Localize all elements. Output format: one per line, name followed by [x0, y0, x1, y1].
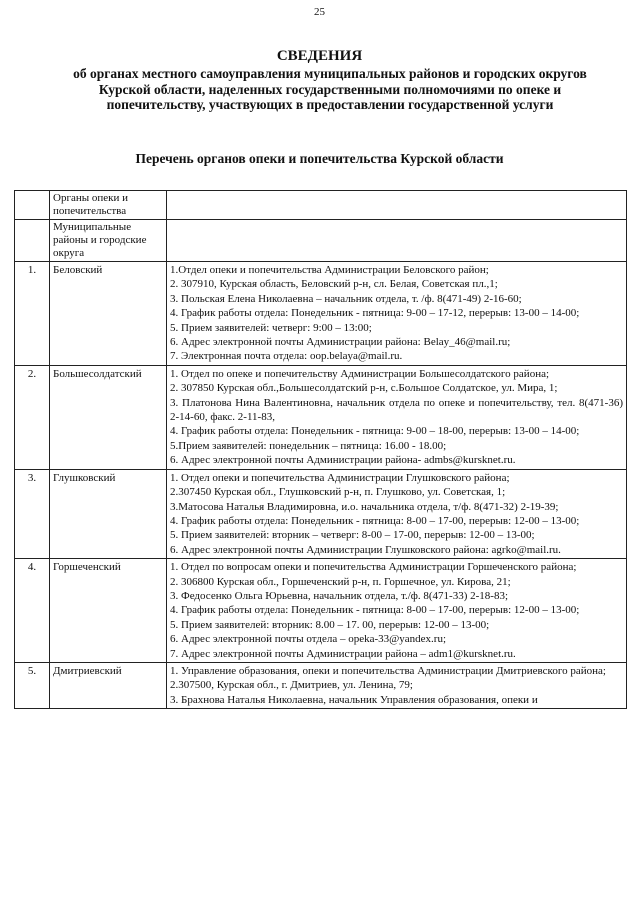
detail-line: 2. 307850 Курская обл.,Большесолдатский р-н, с.Большое Солдатское, ул. Мира, 1;: [170, 382, 558, 395]
detail-line: 1. Отдел опеки и попечительства Администрации Глушковского района;: [170, 471, 510, 484]
header-cell-empty: [15, 220, 50, 262]
document-title: СВЕДЕНИЯ: [276, 48, 363, 64]
list-title: Перечень органов опеки и попечительства Курской области: [135, 151, 504, 166]
row-number: 2.: [15, 365, 50, 469]
header-organs: Органы опеки и попечительства: [50, 191, 167, 220]
district-name: Глушковский: [50, 469, 167, 558]
row-number: 5.: [15, 662, 50, 708]
header-row-1: [15, 191, 627, 220]
detail-line: 5. Прием заявителей: вторник – четверг: 8-00 – 17-00, перерыв: 12-00 – 13-00;: [170, 529, 535, 542]
detail-line: 7. Электронная почта отдела: oop.belaya@mail.ru.: [170, 350, 403, 363]
header-cell-empty: [167, 220, 627, 262]
detail-line: 7. Адрес электронной почты Администрации района – adm1@kursknet.ru.: [170, 647, 516, 660]
detail-line: 1. Управление образования, опеки и попечительства Администрации Дмитриевского района;: [170, 664, 606, 677]
detail-line: 6. Адрес электронной почты Администрации района- admbs@kursknet.ru.: [170, 454, 516, 467]
guardianship-table: [14, 190, 627, 709]
district-name: Дмитриевский: [50, 662, 167, 708]
detail-line: 6. Адрес электронной почты Администрации района: Belay_46@mail.ru;: [170, 336, 511, 349]
page-number: 25: [314, 6, 325, 18]
district-name: Горшеченский: [50, 559, 167, 663]
detail-line: 5. Прием заявителей: четверг: 9:00 – 13:00;: [170, 321, 372, 334]
detail-line: 4. График работы отдела: Понедельник - пятница: 9-00 – 18-00, перерыв: 13-00 – 14-00;: [170, 425, 580, 438]
detail-line: 2. 307910, Курская область, Беловский р-н, сл. Белая, Советская пл.,1;: [170, 278, 498, 291]
row-number: 3.: [15, 469, 50, 558]
organ-details: [167, 262, 627, 366]
detail-line: 2.307500, Курская обл., г. Дмитриев, ул. Ленина, 79;: [170, 679, 413, 692]
row-number: 4.: [15, 559, 50, 663]
organ-details: [167, 469, 627, 558]
detail-line: 3. Платонова Нина Валентиновна, начальник отдела по опеке и попечительству, тел. 8(471-36) 2-14-60, факс. 2-11-83,: [170, 396, 623, 424]
table-row: [15, 365, 627, 469]
document-subtitle: об органах местного самоуправления муниципальных районов и городских округов Курской области, наделенных государственными полномочиями по опеке и попечительству, участвующих в предоставлении государственной услуги: [73, 66, 587, 112]
detail-line: 6. Адрес электронной почты отдела – opeka-33@yandex.ru;: [170, 633, 447, 646]
detail-line: 4. График работы отдела: Понедельник - пятница: 8-00 – 17-00, перерыв: 12-00 – 13-00;: [170, 514, 580, 527]
header-cell-empty: [167, 191, 627, 220]
detail-line: 5. Прием заявителей: вторник: 8.00 – 17. 00, перерыв: 12-00 – 13-00;: [170, 618, 490, 631]
detail-line: 2.307450 Курская обл., Глушковский р-н, п. Глушково, ул. Советская, 1;: [170, 486, 506, 499]
detail-line: 1. Отдел по опеке и попечительству Администрации Большесолдатского района;: [170, 367, 550, 380]
header-cell-empty: [15, 191, 50, 220]
detail-line: 1.Отдел опеки и попечительства Администрации Беловского район;: [170, 264, 489, 276]
detail-line: 5.Прием заявителей: понедельник – пятница: 16.00 - 18.00;: [170, 439, 447, 452]
header-districts: Муниципальные районы и городские округа: [50, 220, 167, 262]
organ-details: [167, 662, 627, 708]
detail-line: 1. Отдел по вопросам опеки и попечительства Администрации Горшеченского района;: [170, 561, 577, 574]
detail-line: 3.Матосова Наталья Владимировна, и.о. начальника отдела, т/ф. 8(471-32) 2-19-39;: [170, 500, 559, 513]
table-row: [15, 262, 627, 366]
table-row: [15, 469, 627, 558]
detail-line: 3. Польская Елена Николаевна – начальник отдела, т. /ф. 8(471-49) 2-16-60;: [170, 292, 522, 305]
district-name: Беловский: [50, 262, 167, 366]
detail-line: 4. График работы отдела: Понедельник - пятница: 8-00 – 17-00, перерыв: 12-00 – 13-00;: [170, 604, 580, 617]
organ-details: [167, 559, 627, 663]
detail-line: 6. Адрес электронной почты Администрации Глушковского района: agrko@mail.ru.: [170, 543, 561, 556]
detail-line: 3. Федосенко Ольга Юрьевна, начальник отдела, т./ф. 8(471-33) 2-18-83;: [170, 589, 508, 602]
row-number: 1.: [15, 262, 50, 366]
header-row-2: [15, 220, 627, 262]
detail-line: 2. 306800 Курская обл., Горшеченский р-н, п. Горшечное, ул. Кирова, 21;: [170, 575, 511, 588]
table-row: [15, 662, 627, 708]
detail-line: 3. Брахнова Наталья Николаевна, начальник Управления образования, опеки и: [170, 693, 538, 706]
district-name: Большесолдатский: [50, 365, 167, 469]
detail-line: 4. График работы отдела: Понедельник - пятница: 9-00 – 17-12, перерыв: 13-00 – 14-00;: [170, 307, 580, 320]
organ-details: [167, 365, 627, 469]
table-row: [15, 559, 627, 663]
